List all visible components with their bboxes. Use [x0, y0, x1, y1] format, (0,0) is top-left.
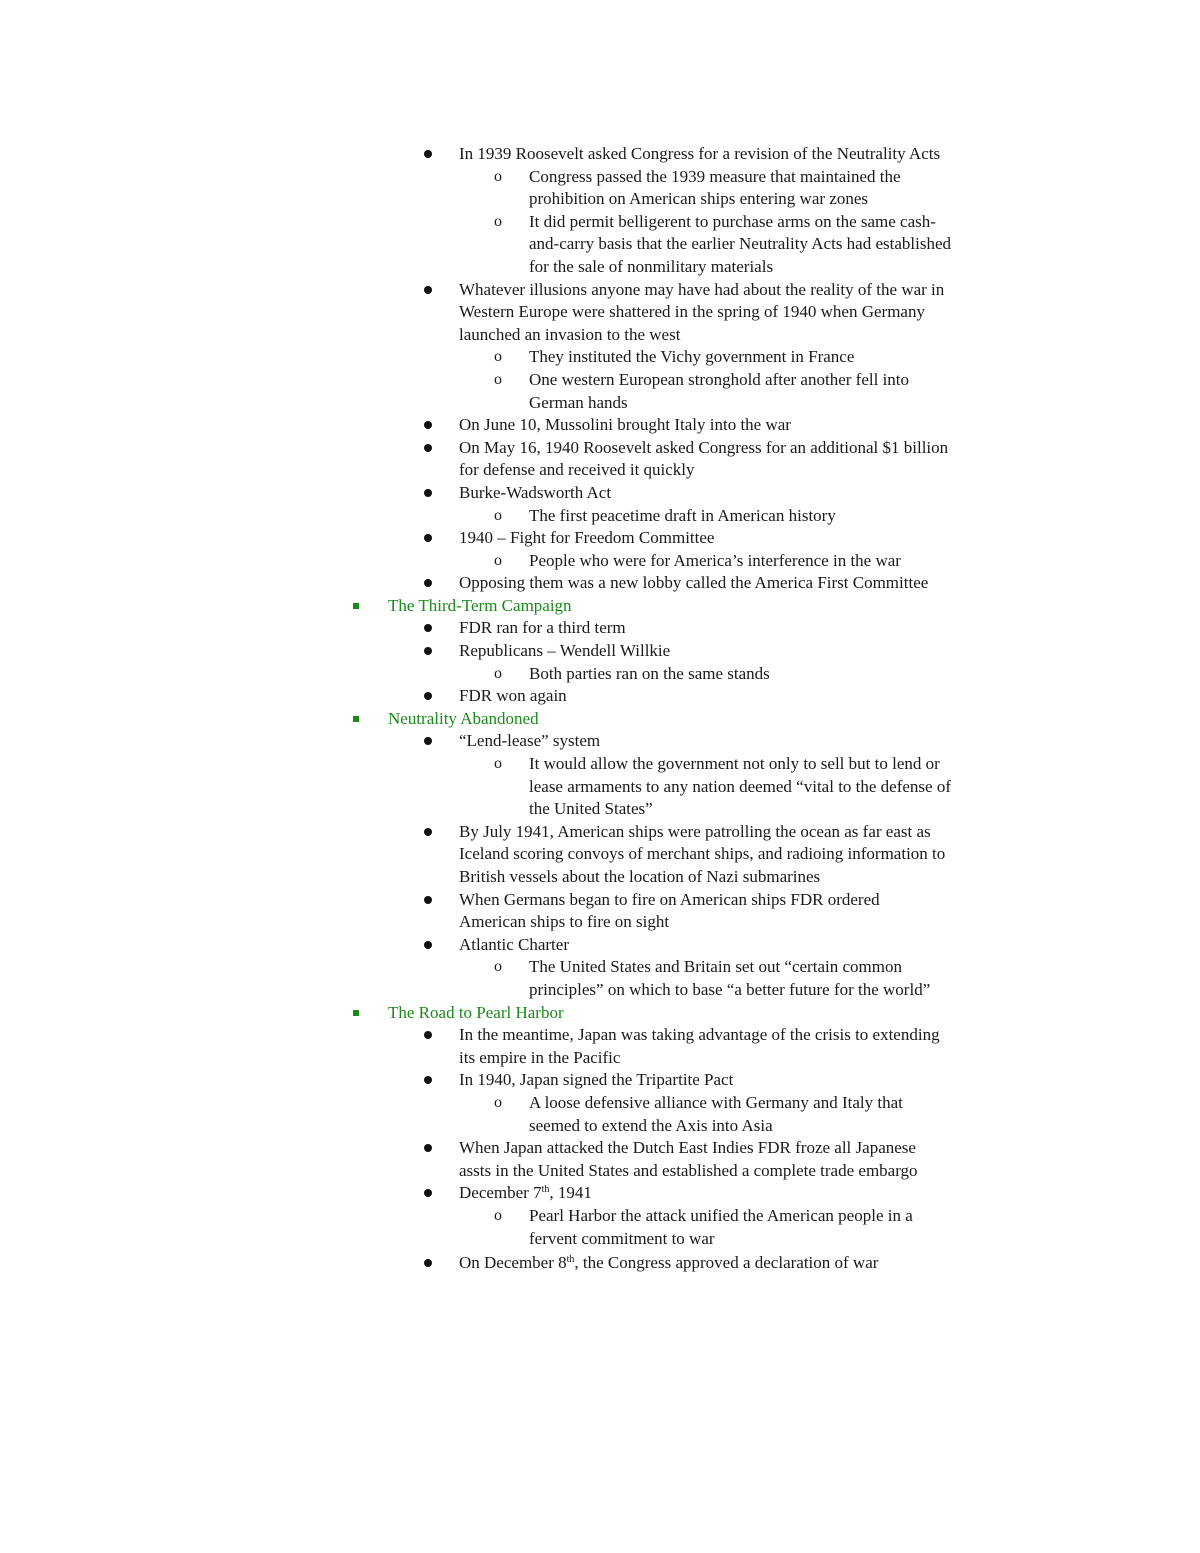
outline-text — [529, 663, 770, 686]
outline-line — [0, 256, 1200, 279]
outline-line — [0, 979, 1200, 1002]
line-text: The Road to Pearl Harbor — [388, 1002, 564, 1022]
outline-line — [0, 1024, 1200, 1047]
outline-line — [0, 459, 1200, 482]
line-text-continued: , 1941 — [549, 1183, 592, 1203]
outline-text — [459, 911, 669, 934]
line-text: fervent commitment to war — [529, 1228, 715, 1248]
outline-line — [0, 1092, 1200, 1115]
outline-line — [0, 617, 1200, 640]
line-text: its empire in the Pacific — [459, 1047, 621, 1067]
round-bullet-icon — [424, 579, 432, 587]
outline-text — [529, 256, 773, 279]
line-text-continued: , the Congress approved a declaration of war — [574, 1253, 879, 1273]
line-text: British vessels about the location of Nazi submarines — [459, 867, 821, 886]
line-text: German hands — [529, 392, 628, 412]
outline-line — [0, 482, 1200, 505]
outline-line — [0, 346, 1200, 369]
outline-text — [529, 392, 628, 415]
line-text: On May 16, 1940 Roosevelt asked Congress for an additional $1 billion — [459, 437, 949, 457]
round-bullet-icon — [424, 941, 432, 949]
line-text: It did permit belligerent to purchase arms on the same cash- — [529, 211, 936, 231]
line-text: FDR ran for a third term — [459, 618, 626, 638]
line-text: In 1939 Roosevelt asked Congress for a revision of the Neutrality Acts — [459, 144, 941, 163]
outline-text — [529, 776, 951, 799]
outline-text — [459, 572, 928, 595]
outline-line — [0, 798, 1200, 821]
outline-text — [529, 188, 868, 211]
line-text: for the sale of nonmilitary materials — [529, 256, 774, 276]
circle-bullet-icon: o — [494, 1093, 502, 1111]
circle-bullet-icon: o — [494, 1206, 502, 1224]
line-text: Pearl Harbor the attack unified the American people in a — [529, 1205, 913, 1225]
round-bullet-icon — [424, 150, 432, 158]
line-text: and-carry basis that the earlier Neutrality Acts had established — [529, 234, 952, 254]
outline-line — [0, 1002, 1200, 1025]
round-bullet-icon — [424, 1189, 432, 1197]
line-text: FDR won again — [459, 686, 567, 706]
outline-line — [0, 1160, 1200, 1183]
outline-line — [0, 550, 1200, 573]
outline-text — [459, 730, 600, 753]
outline-line — [0, 1137, 1200, 1160]
outline-line — [0, 776, 1200, 799]
outline-line — [0, 188, 1200, 211]
outline-text — [459, 1047, 620, 1070]
outline-text — [459, 459, 695, 482]
line-text: 1940 – Fight for Freedom Committee — [459, 528, 715, 548]
outline-line — [0, 301, 1200, 324]
outline-text — [529, 979, 930, 1002]
line-text: seemed to extend the Axis into Asia — [529, 1115, 773, 1135]
outline-line — [0, 505, 1200, 528]
circle-bullet-icon: o — [494, 348, 502, 366]
outline-line — [0, 595, 1200, 618]
line-text: launched an invasion to the west — [459, 324, 681, 344]
line-text: In the meantime, Japan was taking advantage of the crisis to extending — [459, 1025, 940, 1045]
outline-line — [0, 1115, 1200, 1138]
outline-line — [0, 414, 1200, 437]
outline-text — [529, 1092, 903, 1115]
outline-text — [459, 843, 945, 866]
outline-text — [459, 414, 791, 437]
round-bullet-icon — [424, 1144, 432, 1152]
line-text: In 1940, Japan signed the Tripartite Pact — [459, 1070, 734, 1090]
line-text: lease armaments to any nation deemed “vital to the defense of — [529, 776, 952, 796]
outline-line — [0, 233, 1200, 256]
outline-text — [529, 1228, 715, 1251]
outline-line — [0, 279, 1200, 302]
outline-text — [459, 685, 567, 708]
outline-line — [0, 956, 1200, 979]
outline-text — [529, 369, 909, 392]
outline-text — [459, 482, 611, 505]
line-text: They instituted the Vichy government in France — [529, 347, 855, 367]
circle-bullet-icon: o — [494, 506, 502, 524]
line-text: prohibition on American ships entering war zones — [529, 189, 868, 209]
line-text: One western European stronghold after another fell into — [529, 369, 910, 389]
circle-bullet-icon: o — [494, 212, 502, 230]
circle-bullet-icon: o — [494, 167, 502, 185]
line-text: assts in the United States and established a complete trade embargo — [459, 1160, 918, 1180]
outline-text — [529, 956, 902, 979]
outline-line — [0, 1047, 1200, 1070]
circle-bullet-icon: o — [494, 958, 502, 976]
round-bullet-icon — [424, 444, 432, 452]
ordinal-superscript: th — [541, 1184, 550, 1196]
section-heading — [388, 595, 572, 618]
outline-line — [0, 1228, 1200, 1251]
outline-text — [529, 550, 901, 573]
line-text: By July 1941, American ships were patrolling the ocean as far east as — [459, 821, 931, 841]
outline-text — [529, 1115, 773, 1138]
outline-text — [529, 346, 854, 369]
circle-bullet-icon: o — [494, 755, 502, 773]
outline-text — [529, 798, 653, 821]
outline-text — [459, 301, 925, 324]
line-text: Both parties ran on the same stands — [529, 663, 770, 683]
round-bullet-icon — [424, 647, 432, 655]
line-text: the United States” — [529, 799, 653, 819]
outline-line — [0, 889, 1200, 912]
outline-text — [459, 889, 880, 912]
square-bullet-icon — [353, 716, 359, 722]
outline-text — [459, 640, 670, 663]
outline-text — [459, 1182, 592, 1205]
line-text: American ships to fire on sight — [459, 912, 670, 932]
outline-line — [0, 1252, 1200, 1275]
outline-line — [0, 843, 1200, 866]
outline-text — [529, 1205, 913, 1228]
line-text: Western Europe were shattered in the spring of 1940 when Germany — [459, 302, 925, 322]
circle-bullet-icon: o — [494, 551, 502, 569]
line-text: When Germans began to fire on American ships FDR ordered — [459, 889, 880, 909]
line-text: Atlantic Charter — [459, 934, 569, 954]
outline-text — [459, 279, 944, 302]
outline-line — [0, 392, 1200, 415]
section-heading — [388, 1002, 564, 1025]
outline-text — [459, 527, 714, 550]
outline-text — [529, 753, 940, 776]
round-bullet-icon — [424, 1076, 432, 1084]
line-text: On December 8 — [459, 1253, 567, 1273]
line-text: The Third-Term Campaign — [388, 595, 572, 615]
round-bullet-icon — [424, 1031, 432, 1039]
outline-line — [0, 527, 1200, 550]
outline-text — [529, 166, 901, 189]
outline-text — [459, 437, 948, 460]
outline-text — [459, 1069, 733, 1092]
outline-line — [0, 821, 1200, 844]
round-bullet-icon — [424, 896, 432, 904]
round-bullet-icon — [424, 737, 432, 745]
round-bullet-icon — [424, 828, 432, 836]
line-text: for defense and received it quickly — [459, 460, 695, 480]
outline-line — [0, 437, 1200, 460]
line-text: A loose defensive alliance with Germany and Italy that — [529, 1092, 903, 1112]
round-bullet-icon — [424, 489, 432, 497]
section-heading — [388, 708, 539, 731]
round-bullet-icon — [424, 624, 432, 632]
outline-text — [529, 505, 836, 528]
outline-text — [459, 617, 626, 640]
line-text: The first peacetime draft in American history — [529, 505, 836, 525]
outline-text — [459, 143, 940, 166]
circle-bullet-icon: o — [494, 370, 502, 388]
outline-text — [459, 1024, 940, 1047]
outline-line — [0, 708, 1200, 731]
line-text: Opposing them was a new lobby called the America First Committee — [459, 573, 929, 593]
line-text: “Lend-lease” system — [459, 731, 601, 751]
round-bullet-icon — [424, 421, 432, 429]
line-text: Whatever illusions anyone may have had about the reality of the war in — [459, 279, 945, 299]
outline-line — [0, 166, 1200, 189]
outline-text — [459, 866, 820, 889]
outline-line — [0, 211, 1200, 234]
line-text: Burke-Wadsworth Act — [459, 482, 612, 502]
outline-text — [459, 1160, 918, 1183]
line-text: Republicans – Wendell Willkie — [459, 641, 671, 661]
line-text: People who were for America’s interference in the war — [529, 550, 901, 570]
outline-list — [0, 143, 1200, 1275]
line-text: Iceland scoring convoys of merchant ships, and radioing information to — [459, 844, 946, 864]
ordinal-superscript: th — [566, 1254, 575, 1266]
outline-line — [0, 1069, 1200, 1092]
outline-text — [459, 821, 931, 844]
outline-text — [529, 233, 951, 256]
outline-line — [0, 753, 1200, 776]
round-bullet-icon — [424, 692, 432, 700]
outline-text — [459, 324, 680, 347]
outline-line — [0, 640, 1200, 663]
outline-text — [459, 934, 569, 957]
outline-line — [0, 369, 1200, 392]
line-text: Congress passed the 1939 measure that maintained the — [529, 166, 901, 186]
line-text: It would allow the government not only to sell but to lend or — [529, 754, 940, 774]
round-bullet-icon — [424, 1259, 432, 1267]
line-text: December 7 — [459, 1183, 542, 1203]
line-text: The United States and Britain set out “certain common — [529, 957, 902, 977]
outline-line — [0, 911, 1200, 934]
outline-line — [0, 663, 1200, 686]
outline-line — [0, 324, 1200, 347]
round-bullet-icon — [424, 286, 432, 294]
outline-text — [529, 211, 936, 234]
circle-bullet-icon: o — [494, 664, 502, 682]
outline-line — [0, 934, 1200, 957]
outline-line — [0, 143, 1200, 166]
outline-line — [0, 685, 1200, 708]
outline-line — [0, 730, 1200, 753]
outline-text — [459, 1252, 878, 1275]
outline-line — [0, 1205, 1200, 1228]
square-bullet-icon — [353, 1010, 359, 1016]
outline-line — [0, 866, 1200, 889]
line-text: Neutrality Abandoned — [388, 708, 539, 728]
outline-line — [0, 1182, 1200, 1205]
line-text: When Japan attacked the Dutch East Indies FDR froze all Japanese — [459, 1138, 916, 1158]
square-bullet-icon — [353, 603, 359, 609]
line-text: principles” on which to base “a better future for the world” — [529, 979, 931, 999]
round-bullet-icon — [424, 534, 432, 542]
outline-line — [0, 572, 1200, 595]
line-text: On June 10, Mussolini brought Italy into the war — [459, 415, 791, 435]
outline-text — [459, 1137, 916, 1160]
